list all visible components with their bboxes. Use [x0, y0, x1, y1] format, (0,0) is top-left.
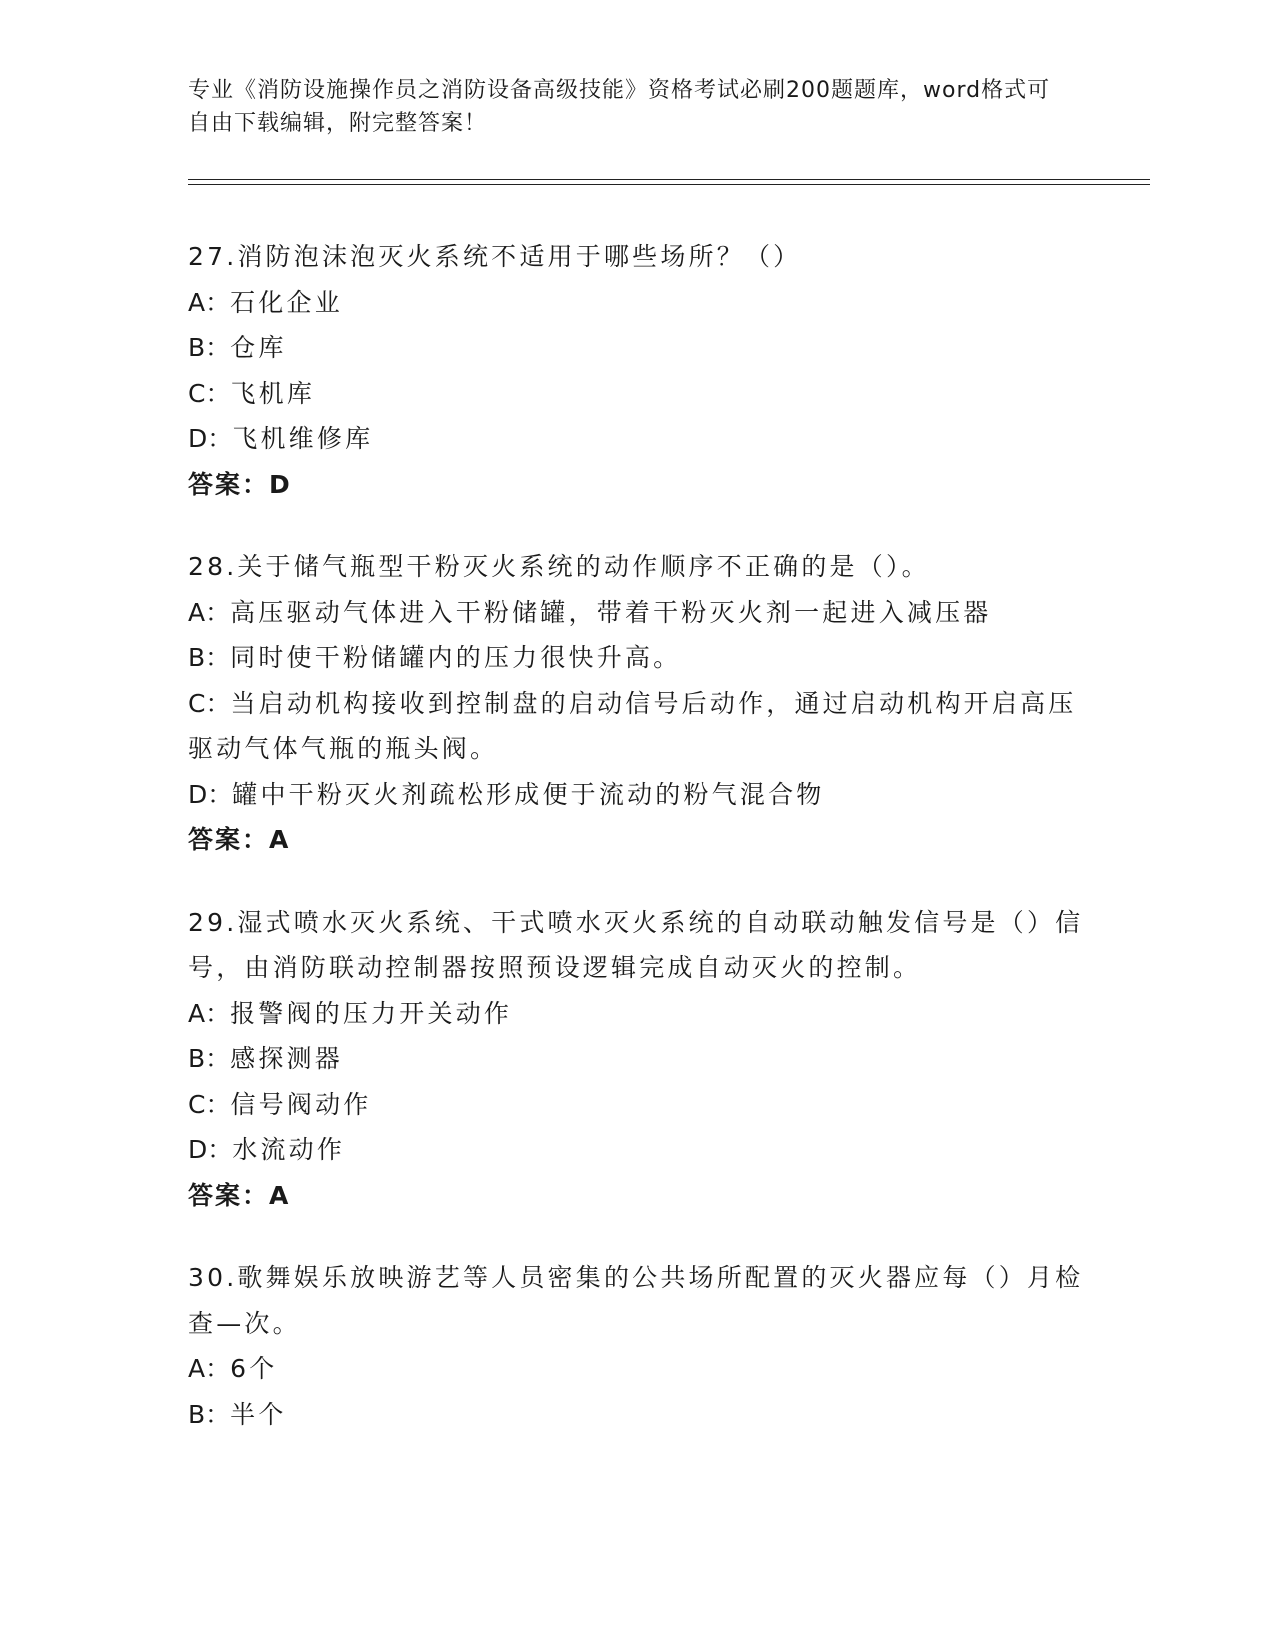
- option-key: D：: [188, 424, 233, 453]
- question-27: [188, 234, 1088, 507]
- header-divider-top: [188, 179, 1150, 180]
- question-stem: 28.关于储气瓶型干粉灭火系统的动作顺序不正确的是（）。: [188, 552, 930, 581]
- option-a: [188, 590, 1088, 636]
- option-c: [188, 681, 1088, 772]
- option-key: A：: [188, 1354, 231, 1383]
- question-30: [188, 1255, 1088, 1437]
- option-text: 6个: [230, 1354, 278, 1383]
- option-c: [188, 371, 1088, 417]
- option-d: [188, 1127, 1088, 1173]
- option-text: 罐中干粉灭火剂疏松形成便于流动的粉气混合物: [232, 779, 825, 809]
- option-key: C：: [188, 1089, 231, 1119]
- question-stem: 29.湿式喷水灭火系统、干式喷水灭火系统的自动联动触发信号是（）信号，由消防联动控制器按照预设逻辑完成自动灭火的控制。: [188, 907, 1084, 982]
- option-key: B：: [188, 1399, 231, 1429]
- question-28: [188, 544, 1088, 863]
- option-text: 飞机库: [230, 378, 316, 408]
- option-b: [188, 635, 1088, 681]
- option-key: A：: [188, 998, 231, 1028]
- answer-label: 答案：A: [188, 825, 291, 854]
- option-text: 仓库: [230, 333, 287, 362]
- question-29: [188, 900, 1088, 1219]
- option-d: [188, 772, 1088, 818]
- question-list: [188, 234, 1088, 1474]
- option-text: 当启动机构接收到控制盘的启动信号后动作，通过启动机构开启高压驱动气体气瓶的瓶头阀。: [188, 688, 1077, 763]
- option-text: 高压驱动气体进入干粉储罐，带着干粉灭火剂一起进入减压器: [230, 597, 992, 627]
- option-text: 飞机维修库: [232, 424, 374, 453]
- option-b: [188, 1036, 1088, 1082]
- option-a: [188, 280, 1088, 326]
- answer-label: 答案：D: [188, 469, 292, 499]
- option-key: C：: [188, 688, 231, 718]
- option-text: 感探测器: [230, 1044, 343, 1073]
- option-b: [188, 325, 1088, 371]
- document-header: 专业《消防设施操作员之消防设备高级技能》资格考试必刷200题题库，word格式可自由下载编辑，附完整答案！: [188, 78, 1051, 136]
- option-key: C：: [188, 378, 231, 408]
- answer-label: 答案：A: [188, 1180, 291, 1210]
- option-key: B：: [188, 333, 231, 362]
- option-text: 报警阀的压力开关动作: [230, 998, 513, 1028]
- option-text: 信号阀动作: [230, 1089, 372, 1119]
- option-key: D：: [188, 779, 233, 809]
- question-stem: 30.歌舞娱乐放映游艺等人员密集的公共场所配置的灭火器应每（）月检查—次。: [188, 1263, 1084, 1338]
- option-b: [188, 1392, 1088, 1438]
- option-key: B：: [188, 643, 231, 672]
- option-text: 半个: [230, 1399, 287, 1429]
- option-d: [188, 416, 1088, 462]
- option-a: [188, 1346, 1088, 1392]
- option-text: 同时使干粉储罐内的压力很快升高。: [230, 643, 682, 672]
- option-key: A：: [188, 287, 231, 317]
- option-a: [188, 991, 1088, 1037]
- option-c: [188, 1082, 1088, 1128]
- option-key: B：: [188, 1044, 231, 1073]
- option-text: 石化企业: [230, 287, 343, 317]
- option-text: 水流动作: [232, 1135, 346, 1164]
- question-stem: 27.消防泡沫泡灭火系统不适用于哪些场所？（）: [188, 242, 802, 271]
- option-key: A：: [188, 597, 231, 627]
- option-key: D：: [188, 1135, 233, 1164]
- header-divider-bottom: [188, 184, 1150, 185]
